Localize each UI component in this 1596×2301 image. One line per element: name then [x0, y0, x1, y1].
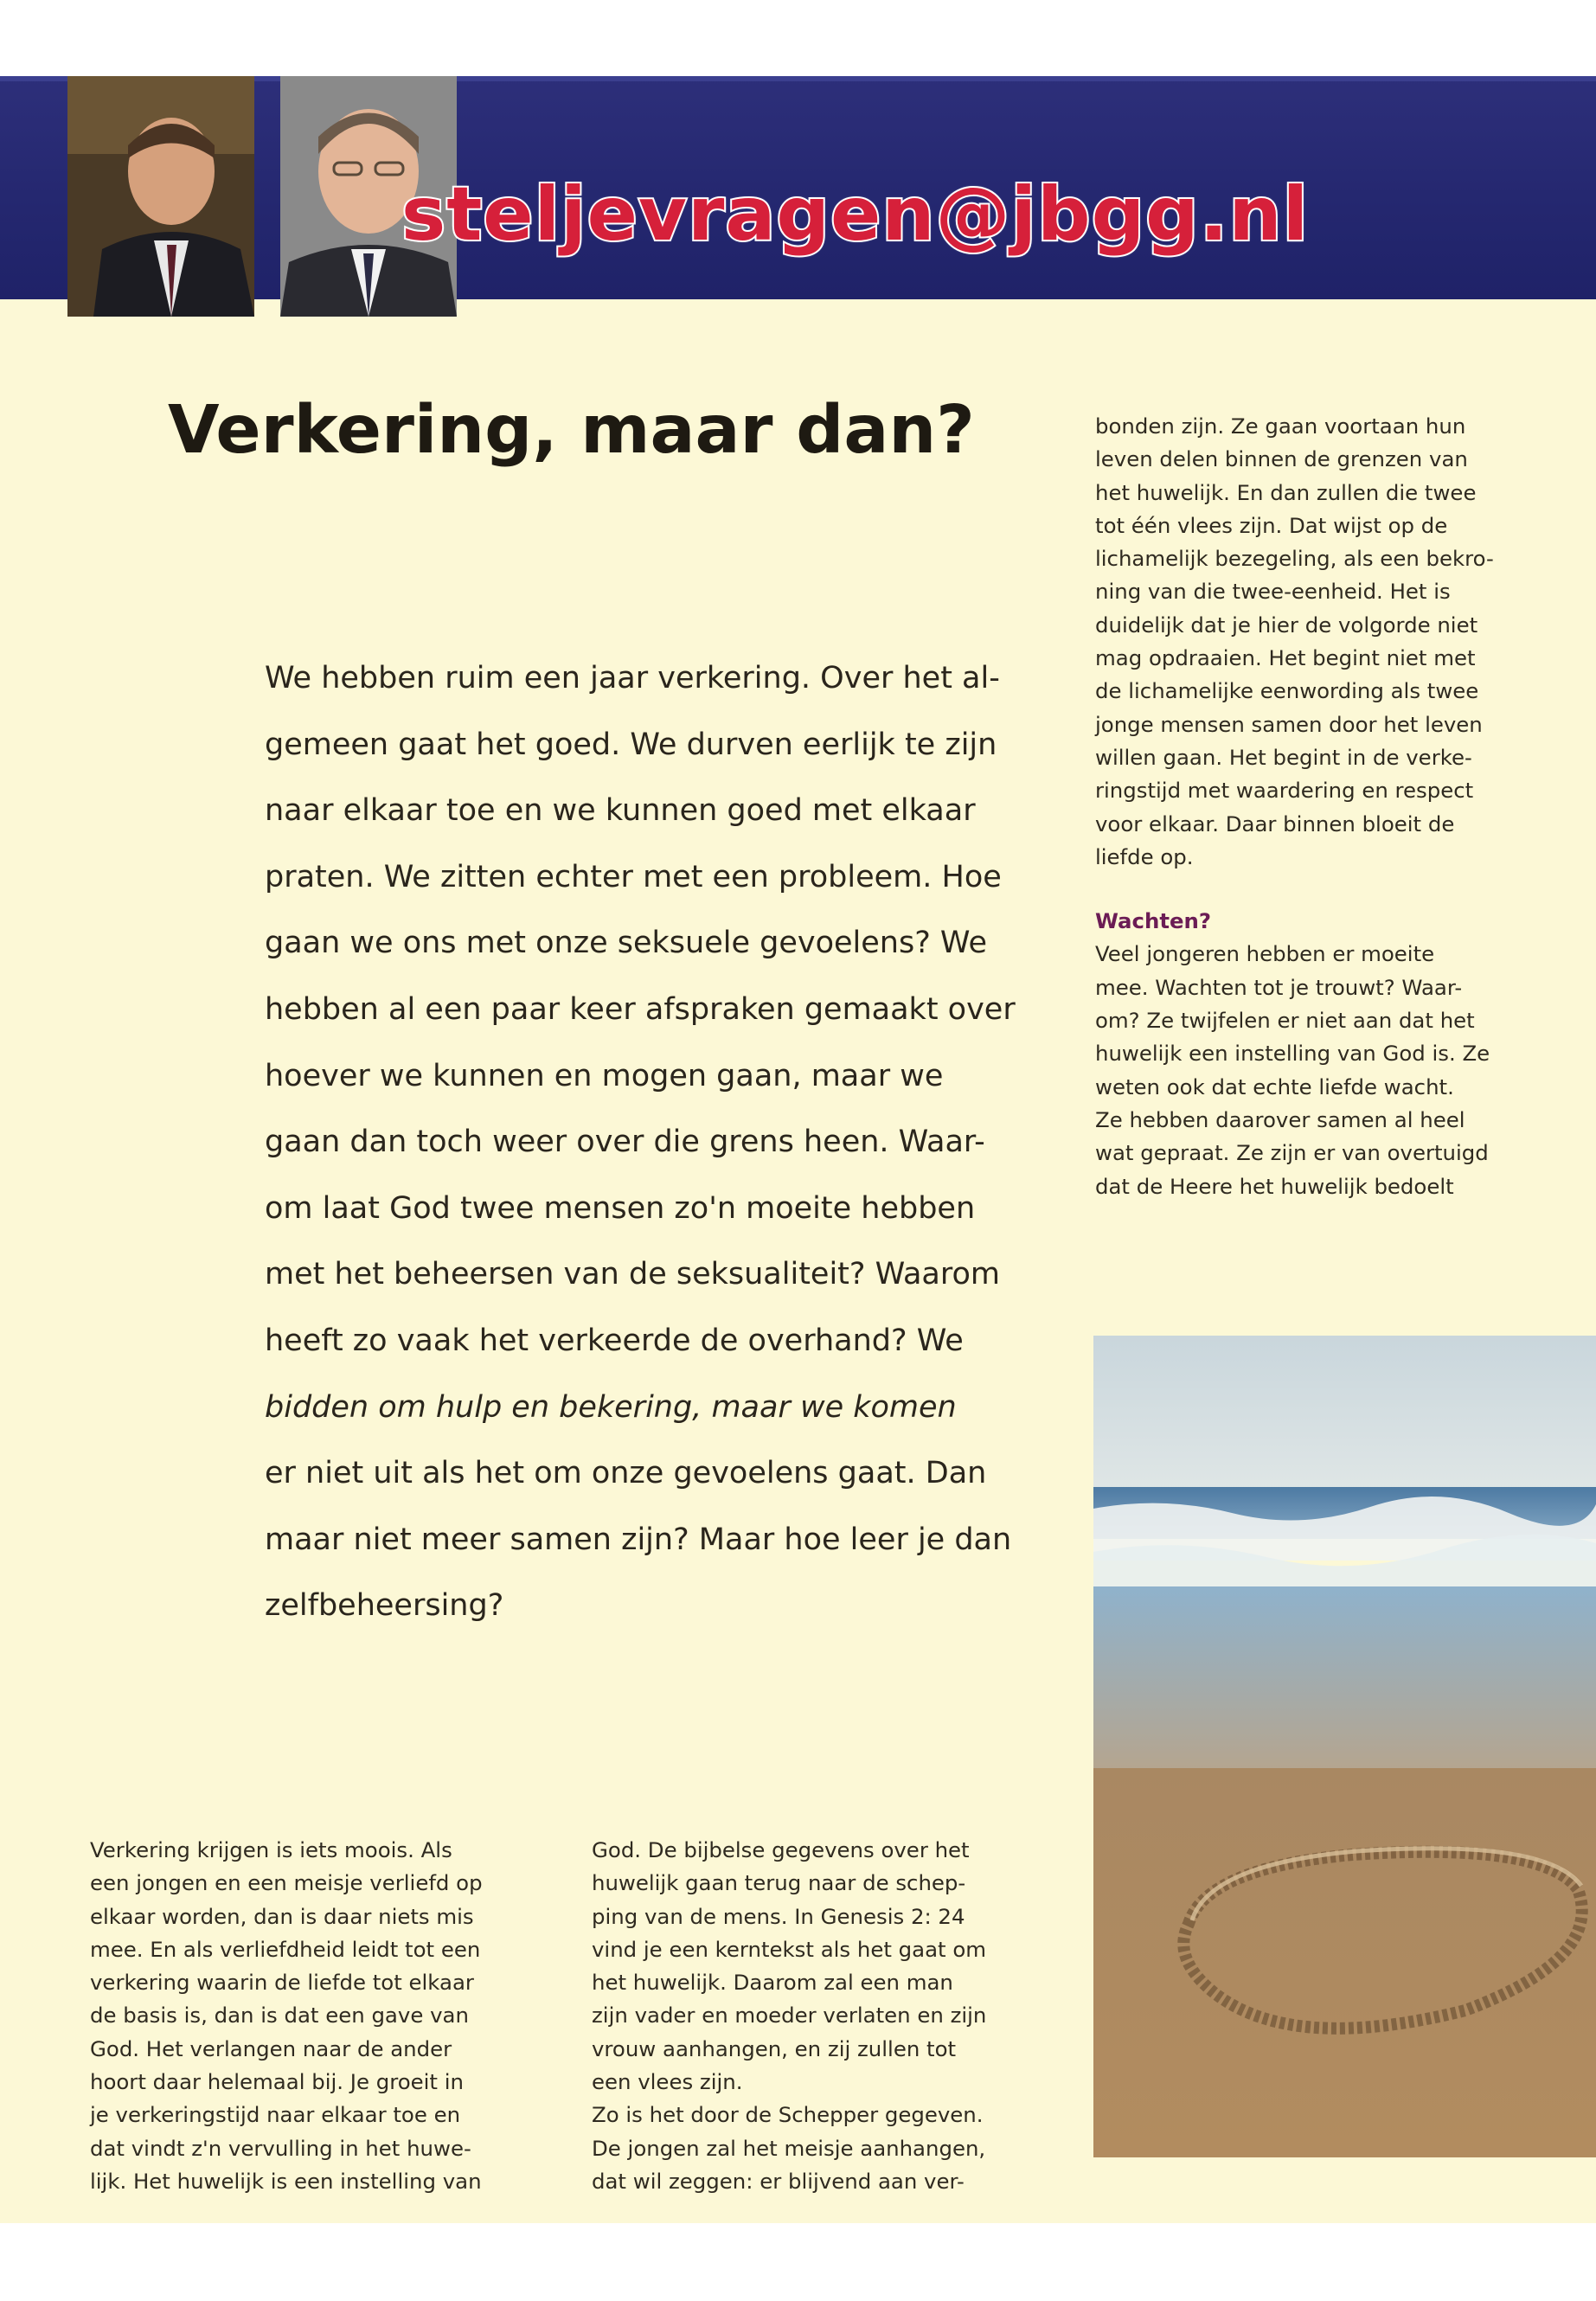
body-line: mag opdraaien. Het begint niet met — [1095, 645, 1476, 671]
body-line: mee. Wachten tot je trouwt? Waar- — [1095, 974, 1463, 1000]
speaker-photo — [67, 76, 254, 317]
body-line: hoort daar helemaal bij. Je groeit in — [90, 2069, 464, 2095]
body-line: zijn vader en moeder verlaten en zijn — [592, 2003, 987, 2029]
body-line: God. De bijbelse gegevens over het — [592, 1837, 970, 1862]
body-line: een jongen en een meisje verliefd op — [90, 1870, 483, 1896]
body-line: liefde op. — [1095, 843, 1194, 869]
question-line: heeft zo vaak het verkeerde de overhand? We — [265, 1323, 964, 1358]
beach-photo — [1093, 1336, 1596, 2157]
question-line: bidden om hulp en bekering, maar we komen — [265, 1389, 957, 1425]
question-line: gemeen gaat het goed. We durven eerlijk te zijn — [265, 727, 997, 762]
body-line: lijk. Het huwelijk is een instelling van — [90, 2168, 482, 2194]
answer-column-left — [90, 1834, 557, 2198]
question-line: naar elkaar toe en we kunnen goed met elkaar — [265, 793, 976, 829]
body-line: mee. En als verliefdheid leidt tot een — [90, 1936, 481, 1962]
body-line: Veel jongeren hebben er moeite — [1095, 941, 1435, 967]
body-line: je verkeringstijd naar elkaar toe en — [90, 2102, 461, 2128]
article-headline: Verkering, maar dan? — [168, 392, 975, 469]
reader-question — [265, 645, 1043, 1639]
question-line: praten. We zitten echter met een probleem. Hoe — [265, 859, 1002, 894]
body-line: een vlees zijn. — [592, 2069, 743, 2095]
body-line: dat vindt z'n vervulling in het huwe- — [90, 2135, 471, 2161]
subheading-wachten: Wachten? — [1095, 908, 1212, 934]
body-line: tot één vlees zijn. Dat wijst op de — [1095, 512, 1448, 538]
body-line: lichamelijk bezegeling, als een bekro- — [1095, 546, 1494, 572]
banner-title: steljevragen@jbgg.nl — [401, 171, 1310, 258]
body-line: De jongen zal het meisje aanhangen, — [592, 2135, 986, 2161]
question-line: zelfbeheersing? — [265, 1588, 504, 1624]
question-line: We hebben ruim een jaar verkering. Over het al- — [265, 661, 1000, 695]
answer-column-right — [1095, 410, 1562, 1203]
question-line: hebben al een paar keer afspraken gemaakt over — [265, 991, 1016, 1027]
body-line: jonge mensen samen door het leven — [1095, 711, 1483, 737]
question-line: met het beheersen van de seksualiteit? Waarom — [265, 1257, 1000, 1292]
body-line: de basis is, dan is dat een gave van — [90, 2003, 469, 2029]
body-line: ringstijd met waardering en respect — [1095, 778, 1474, 804]
body-line: leven delen binnen de grenzen van — [1095, 446, 1468, 472]
body-line: dat wil zeggen: er blijvend aan ver- — [592, 2168, 965, 2194]
body-line: de lichamelijke eenwording als twee — [1095, 678, 1479, 704]
body-line: elkaar worden, dan is daar niets mis — [90, 1903, 474, 1929]
answer-column-middle — [592, 1834, 1059, 2198]
question-line: maar niet meer samen zijn? Maar hoe leer je dan — [265, 1522, 1012, 1557]
body-line: Zo is het door de Schepper gegeven. — [592, 2102, 984, 2128]
body-line: God. Het verlangen naar de ander — [90, 2035, 452, 2061]
body-line: om? Ze twijfelen er niet aan dat het — [1095, 1008, 1475, 1034]
body-line: weten ook dat echte liefde wacht. — [1095, 1074, 1454, 1099]
body-line: het huwelijk. Daarom zal een man — [592, 1970, 953, 1996]
body-line: huwelijk gaan terug naar de schep- — [592, 1870, 966, 1896]
body-line: Verkering krijgen is iets moois. Als — [90, 1837, 452, 1862]
question-line: hoever we kunnen en mogen gaan, maar we — [265, 1058, 944, 1093]
body-line: vind je een kerntekst als het gaat om — [592, 1936, 987, 1962]
question-line: gaan dan toch weer over die grens heen. Waar- — [265, 1125, 985, 1160]
body-line: het huwelijk. En dan zullen die twee — [1095, 479, 1477, 505]
body-line: huwelijk een instelling van God is. Ze — [1095, 1041, 1490, 1067]
question-line: er niet uit als het om onze gevoelens gaat. Dan — [265, 1456, 987, 1491]
body-line: wat gepraat. Ze zijn er van overtuigd — [1095, 1140, 1489, 1166]
body-line: dat de Heere het huwelijk bedoelt — [1095, 1173, 1454, 1199]
question-line: gaan we ons met onze seksuele gevoelens? We — [265, 926, 988, 961]
body-line: vrouw aanhangen, en zij zullen tot — [592, 2035, 957, 2061]
body-line: verkering waarin de liefde tot elkaar — [90, 1970, 474, 1996]
body-line: Ze hebben daarover samen al heel — [1095, 1106, 1465, 1132]
body-line: ning van die twee-eenheid. Het is — [1095, 579, 1451, 605]
body-line: duidelijk dat je hier de volgorde niet — [1095, 612, 1478, 638]
body-line: bonden zijn. Ze gaan voortaan hun — [1095, 413, 1466, 439]
body-line: voor elkaar. Daar binnen bloeit de — [1095, 811, 1455, 836]
body-line: willen gaan. Het begint in de verke- — [1095, 744, 1472, 770]
question-line: om laat God twee mensen zo'n moeite hebben — [265, 1190, 976, 1226]
body-line: ping van de mens. In Genesis 2: 24 — [592, 1903, 965, 1929]
